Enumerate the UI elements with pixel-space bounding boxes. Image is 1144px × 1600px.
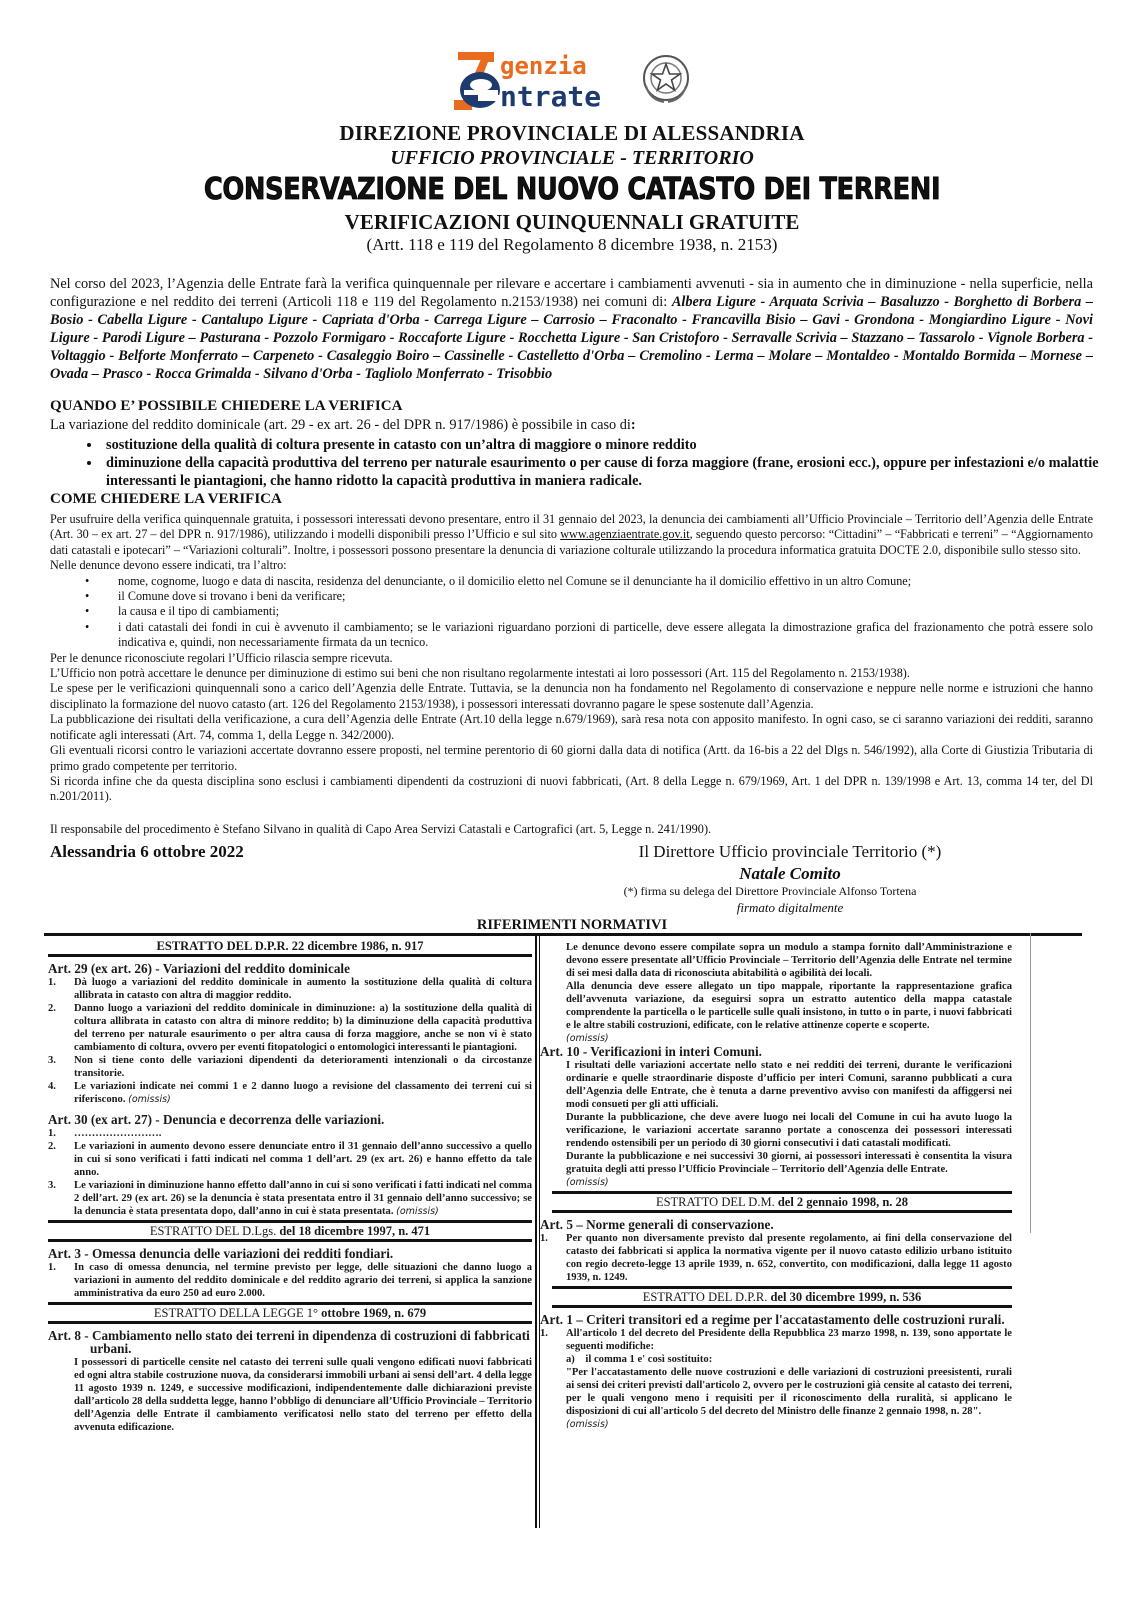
- comma-number: 1.: [48, 1262, 56, 1273]
- comma-number: 2.: [48, 1141, 56, 1152]
- ufficio-heading: UFFICIO PROVINCIALE - TERRITORIO: [390, 147, 754, 169]
- riferimenti-heading: RIFERIMENTI NORMATIVI: [476, 917, 668, 933]
- article-title: Art. 5 – Norme generali di conservazione.: [540, 1217, 774, 1232]
- come-p1-text-end: , seguendo questo percorso: “Cittadini” – “Fabbricati e terreni” – “Aggiornamento dati catastali e ipotecari” – “Variazioni colturali”. Inoltre, i possessori possono presentare la denuncia di variazione colturale utilizzando la procedura informatica gratuita DOCTE 2.0, disponibile sullo stesso sito.: [50, 527, 1094, 557]
- extract-header-dlgs-471: [48, 1220, 532, 1242]
- quando-list: [82, 436, 1114, 490]
- comma-text-body: Le variazioni in diminuzione hanno effetto dall’anno in cui si sono verificati i fatti indicati nel comma 2 dell’art. 29 (ex art. 26) se la denuncia è stata presentata entro il 31 gennaio dell’anno successivo; se la denuncia è stata presentata dopo, dall’anno in cui è stata presentata.: [74, 1180, 532, 1217]
- comma-number: 2.: [48, 1003, 56, 1014]
- quoted-text: "Per l'accatastamento delle nuove costruzioni e delle variazioni di costruzioni preesistenti, rurali ai sensi dei criteri previsti dall'articolo 2, ovvero per le costruzioni già censite al catasto dei terreni, per le quali vengono meno i requisiti per il riconoscimento della ruralità, si applicano le disposizioni di cui all'articolo 5 del decreto del Ministro delle finanze 2 gennaio 1998, n. 28".: [566, 1367, 1012, 1417]
- come-paragraph: Per le denunce riconosciute regolari l’Ufficio rilascia sempre ricevuta.: [50, 650, 393, 665]
- article-paragraph: Alla denuncia deve essere allegato un tipo mappale, riportante la rappresentazione grafica dell’avvenuta variazione, da eseguirsi sopra un estratto autentico della mappa catastale comprendente la particella o le particelle sulle quali insistono, in tutto o in parte, i nuovi fabbricati e le altre stabili costruzioni, edificate, con le relative attinenze coperte e scoperte.: [566, 981, 1012, 1031]
- requirements-list-item: • i dati catastali dei fondi in cui è avvenuto il cambiamento; se le variazioni riguardano porzioni di particelle, deve essere allegata la dimostrazione grafica del frazionamento che potrà essere solo indicativa e, quindi, non necessariamente firmata da un tecnico.: [118, 620, 1093, 651]
- extract-title-a: ESTRATTO DEL D.P.R.: [642, 1290, 768, 1304]
- sub-item-text: il comma 1 e' così sostituito:: [585, 1354, 713, 1365]
- section-heading-quando: QUANDO E’ POSSIBILE CHIEDERE LA VERIFICA: [50, 398, 403, 414]
- comma: [48, 976, 532, 1002]
- quando-lead-colon: :: [630, 417, 636, 433]
- comma: [48, 1054, 532, 1080]
- intro-text: Nel corso del 2023, l’Agenzia delle Entrate farà la verifica quinquennale per rilevare e accertare i cambiamenti avvenuti - sia in aumento che in diminuzione - nella superficie, nella configurazione e nel reddito dei terreni (Articoli 118 e 119 del Regolamento n.2153/1938) nei comuni di:: [50, 276, 1093, 310]
- extract-header-dpr-536: [552, 1286, 1012, 1308]
- quando-list-item: • sostituzione della qualità di coltura presente in catasto con un’altra di maggiore o minore reddito: [102, 436, 1114, 454]
- comma: [48, 1127, 532, 1140]
- comma-number: 1.: [48, 1128, 56, 1139]
- references-right-column: [540, 936, 1012, 1431]
- extract-title-b: ottobre 1969, n. 679: [321, 1306, 427, 1320]
- extract-title-a: ESTRATTO DEL D.M.: [655, 1195, 775, 1209]
- agenzia-entrate-logo: [450, 48, 650, 114]
- extract-header-legge-679: [48, 1302, 532, 1324]
- sub-item: [540, 1353, 1012, 1366]
- article-title: Art. 30 (ex art. 27) - Denuncia e decorrenza delle variazioni.: [48, 1112, 385, 1127]
- comma-text: All'articolo 1 del decreto del Presidente della Repubblica 23 marzo 1998, n. 139, sono apportate le seguenti modifiche:: [566, 1328, 1012, 1352]
- comma: [48, 1002, 532, 1054]
- comma-number: 4.: [48, 1081, 56, 1092]
- digital-signature-note: firmato digitalmente: [736, 900, 844, 915]
- page-subtitle: VERIFICAZIONI QUINQUENNALI GRATUITE: [344, 210, 800, 234]
- signatory-name: Natale Comito: [739, 864, 841, 883]
- omissis-note: (omissis): [128, 1094, 171, 1105]
- column-divider: [535, 933, 537, 1528]
- extract-title-a: ESTRATTO DELLA LEGGE 1°: [153, 1306, 319, 1320]
- sub-item-label: a): [566, 1354, 575, 1365]
- article-title: Art. 10 - Verificazioni in interi Comuni.: [540, 1044, 762, 1059]
- omissis-note: (omissis): [566, 1177, 609, 1188]
- come-paragraph: Gli eventuali ricorsi contro le variazioni accertate dovranno essere proposti, nel termine perentorio di 60 giorni dalla data di notifica (Artt. da 16-bis a 22 del Dlgs n. 546/1992), alla Corte di Giustizia Tributaria di primo grado competente per territorio.: [50, 743, 1093, 773]
- comma: [48, 1261, 532, 1300]
- comma-text: Le variazioni in aumento devono essere denunciate entro il 31 gennaio dell’anno successivo a quello in cui si sono verificati i fatti indicati nel comma 1 dell’art. 29 (ex art. 26) e hanno effetto da tale anno.: [74, 1141, 532, 1178]
- come-paragraph: Le spese per le verificazioni quinquennali sono a carico dell’Agenzia delle Entrate. Tuttavia, se la denuncia non ha fondamento nel Regolamento di conservazione e neppure nelle norme e istruzioni che hanno disciplinato la formazione del nuovo catasto (art. 126 del Regolamento 2153/1938), i possessori interessati dovranno pagare le spese sostenute dall’Agenzia.: [50, 681, 1093, 711]
- requirements-list: [50, 574, 1093, 651]
- comma-number: 1.: [540, 1328, 548, 1339]
- delegation-note: (*) firma su delega del Direttore Provinciale Alfonso Tortena: [623, 884, 917, 898]
- extract-header-dpr-917: [48, 938, 532, 957]
- comma-number: 3.: [48, 1055, 56, 1066]
- requirements-list-item: • nome, cognome, luogo e data di nascita, residenza del denunciante, o il domicilio eletto nel Comune se il denunciante ha il domicilio effettivo in un altro Comune;: [118, 574, 1093, 589]
- comma-text: Per quanto non diversamente previsto dal presente regolamento, ai fini della conservazione del catasto dei fabbricati si applica la normativa vigente per il nuovo catasto edilizio urbano istituito con regio decreto-legge 13 aprile 1939, n. 652, convertito, con modificazioni, dalla legge 11 agosto 1939, n. 1249.: [566, 1233, 1012, 1283]
- comma-number: 3.: [48, 1180, 56, 1191]
- extract-title-b: del 2 gennaio 1998, n. 28: [777, 1195, 909, 1209]
- come-paragraph: La pubblicazione dei risultati della verificazione, a cura dell’Agenzia delle Entrate (Art.10 della legge n.679/1969), sarà resa nota con apposito manifesto. In ogni caso, se ci saranno variazioni dei redditi, saranno notificate agli interessati (Art. 74, comma 1, della Legge n. 342/2000).: [50, 712, 1093, 742]
- comma: [540, 1232, 1012, 1284]
- article-title: Art. 29 (ex art. 26) - Variazioni del reddito dominicale: [48, 961, 350, 976]
- comma-text: Non si tiene conto delle variazioni dipendenti da deterioramenti intenzionali o da circostanze transitorie.: [74, 1055, 532, 1079]
- come-body: [50, 512, 1093, 805]
- article-paragraph: I risultati delle variazioni accertate nello stato e nei redditi dei terreni, durante le verificazioni ordinarie e quelle straordinarie disposte d’ufficio per interi Comuni, saranno pubblicati a cura dell’Agenzia delle Entrate, che è tenuta a darne preventivo avviso con manifesti da affiggersi nei modi consueti per gli atti ufficiali.: [566, 1060, 1012, 1110]
- article-title: Art. 1 – Criteri transitori ed a regime per l'accatastamento delle costruzioni rurali.: [540, 1312, 1005, 1327]
- agenzia-entrate-logo-mark: [450, 48, 650, 114]
- references-left-column: [48, 936, 532, 1434]
- extract-title: ESTRATTO DEL D.P.R. 22 dicembre 1986, n. 917: [156, 939, 424, 953]
- comma: [48, 1179, 532, 1218]
- omissis-note: (omissis): [566, 1419, 609, 1430]
- comma-text: …………………….: [74, 1128, 162, 1139]
- comma-text: Dà luogo a variazioni del reddito dominicale in aumento la sostituzione della qualità di coltura allibrata in catasto con altra di maggior reddito.: [74, 977, 532, 1001]
- signatory-role: Il Direttore Ufficio provinciale Territorio (*): [638, 842, 942, 861]
- quando-lead: [50, 417, 636, 434]
- logo-text-genzia: genzia: [500, 52, 587, 80]
- comma-text: In caso di omessa denuncia, nel termine previsto per legge, delle situazioni che danno luogo a variazioni in aumento del reddito dominicale e del reddito agrario dei terreni, si applica la sanzione amministrativa da euro 250 ad euro 2.000.: [74, 1262, 532, 1299]
- comma-number: 1.: [540, 1233, 548, 1244]
- requirements-list-item: • la causa e il tipo di cambiamenti;: [118, 604, 1093, 619]
- come-paragraph-1: [50, 512, 1093, 558]
- legal-reference: (Artt. 118 e 119 del Regolamento 8 dicembre 1938, n. 2153): [366, 235, 778, 254]
- extract-header-dm-28: [552, 1191, 1012, 1213]
- article-paragraph: Durante la pubblicazione, che deve avere luogo nei locali del Comune in cui ha avuto luogo la verificazione, le variazioni accertate saranno portate a conoscenza dei possessori interessati rendendo ostensibili per un periodo di 30 giorni consecutivi i dati catastali modificati.: [566, 1112, 1012, 1149]
- comma-text: Danno luogo a variazioni del reddito dominicale in diminuzione: a) la sostituzione della qualità di coltura allibrata in catasto con altra di minore reddito; b) la diminuzione della capacità produttiva del terreno per naturale esaurimento o per altra causa di forza maggiore, anche se non vi è stato cambiamento di coltura, ovvero per eventi fitopatologici o entomologici interessanti le piantagioni.: [74, 1003, 532, 1053]
- quando-lead-text: La variazione del reddito dominicale (art. 29 - ex art. 26 - del DPR n. 917/1986) è possibile in caso di: [50, 417, 631, 433]
- comma: [48, 1140, 532, 1179]
- comma-text: [74, 1080, 532, 1106]
- article-paragraph: Le denunce devono essere compilate sopra un modulo a stampa fornito dall’Amministrazione e devono essere presentate all’Ufficio Provinciale – Territorio dell’Agenzia delle Entrate nel termine di sei mesi dalla data di riconosciuta abitabilità o agibilità dei locali.: [566, 942, 1012, 979]
- comma: [540, 1327, 1012, 1353]
- article-paragraph: Durante la pubblicazione e nei successivi 30 giorni, ai possessori interessati è consentita la visura gratuita degli atti presso l’Ufficio Provinciale – Territorio dell’Agenzia delle Entrate.: [566, 1151, 1012, 1175]
- direzione-heading: DIREZIONE PROVINCIALE DI ALESSANDRIA: [339, 121, 805, 145]
- article-title: Art. 8 - Cambiamento nello stato dei terreni in dipendenza di costruzioni di fabbricati urbani.: [48, 1328, 530, 1356]
- article-title: Art. 3 - Omessa denuncia delle variazioni dei redditi fondiari.: [48, 1246, 394, 1261]
- extract-title-b: del 30 dicembre 1999, n. 536: [770, 1290, 922, 1304]
- comma: [48, 1080, 532, 1106]
- comma-text-body: Le variazioni indicate nei commi 1 e 2 danno luogo a revisione del classamento dei terreni cui si riferiscono.: [74, 1081, 532, 1105]
- section-heading-come: COME CHIEDERE LA VERIFICA: [50, 491, 282, 507]
- responsabile-note: Il responsabile del procedimento è Stefano Silvano in qualità di Capo Area Servizi Catastali e Cartografici (art. 5, Legge n. 241/1990).: [50, 822, 712, 836]
- page-title: CONSERVAZIONE DEL NUOVO CATASTO DEI TERRENI: [203, 172, 941, 207]
- logo-text-ntrate: ntrate: [500, 80, 602, 113]
- come-paragraph: L’Ufficio non potrà accettare le denunce per diminuzione di estimo sui beni che non risultano regolarmente intestati ai loro possessori (Art. 115 del Regolamento n. 2153/1938).: [50, 666, 910, 681]
- comuni-list: Albera Ligure - Arquata Scrivia – Basaluzzo - Borghetto di Borbera – Bosio - Cabella Ligure - Cantalupo Ligure - Capriata d'Orba - Carrega Ligure – Carrosio – Fraconalto - Francavilla Bisio – Gavi - Grondona - Mongiardino Ligure - Novi Ligure - Parodi Ligure – Pasturana - Pozzolo Formigaro - Roccaforte Ligure - Rocchetta Ligure - San Cristoforo - Serravalle Scrivia – Stazzano – Tassarolo - Vignole Borbera - Voltaggio - Belforte Monferrato – Carpeneto - Casaleggio Boiro – Cassinelle - Castelletto d'Orba – Cremolino - Lerma – Molare – Montaldeo - Montaldo Bormida – Mornese – Ovada – Prasco - Rocca Grimalda - Silvano d'Orba - Tagliolo Monferrato - Trisobbio: [50, 294, 1094, 382]
- comma-text: [74, 1179, 532, 1218]
- right-edge-rule: [1030, 933, 1031, 1233]
- quando-list-item: • diminuzione della capacità produttiva del terreno per naturale esaurimento o per cause di forza maggiore (frane, erosioni ecc.), oppure per infestazioni e/o malattie interessanti le piantagioni, che hanno ridotto la capacità produttiva in maniera radicale.: [102, 454, 1114, 490]
- extract-title-b: del 18 dicembre 1997, n. 471: [279, 1224, 431, 1238]
- requirements-list-item: • il Comune dove si trovano i beni da verificare;: [118, 589, 1093, 604]
- agenzia-website-link[interactable]: www.agenziaentrate.gov.it: [560, 527, 690, 542]
- comma-number: 1.: [48, 977, 56, 988]
- extract-title-a: ESTRATTO DEL D.Lgs.: [149, 1224, 277, 1238]
- omissis-note: (omissis): [566, 1033, 609, 1044]
- italian-republic-emblem-icon: [640, 50, 692, 108]
- intro-paragraph: [50, 275, 1093, 383]
- come-p1-text: Per usufruire della verifica quinquennale gratuita, i possessori interessati devono presentare, entro il 31 gennaio del 2023, la denuncia dei cambiamenti all’Ufficio Provinciale – Territorio dell’Agenzia delle Entrate (Art. 30 – ex art. 27 – del DPR n. 917/1986), utilizzando i modelli disponibili presso l’Ufficio e sul sito: [50, 512, 1093, 542]
- come-paragraph: Si ricorda infine che da questa disciplina sono esclusi i cambiamenti dipendenti da costruzioni di nuovi fabbricati, (Art. 8 della Legge n. 679/1969, Art. 1 del DPR n. 139/1998 e Art. 13, comma 14 ter, del Dl n.201/2011).: [50, 773, 1093, 804]
- place-date: Alessandria 6 ottobre 2022: [50, 842, 244, 861]
- come-paragraph-2: Nelle denunce devono essere indicati, tra l’altro:: [50, 558, 287, 573]
- article-paragraph: I possessori di particelle censite nel catasto dei terreni sulle quali vengono edificati nuovi fabbricati ed ogni altra stabile costruzione nuova, da considerarsi immobili urbani ai sensi dell’art. 4 della legge 11 agosto 1939 n. 1249, e successive modificazioni, indipendentemente dalle dichiarazioni previste dall’articolo 28 della suddetta legge, hanno l’obbligo di denunciare all’Ufficio Provinciale – Territorio dell’Agenzia delle Entrate il cambiamento verificatosi nello stato del terreno per effetto della avvenuta edificazione.: [74, 1357, 532, 1433]
- omissis-note: (omissis): [396, 1206, 439, 1217]
